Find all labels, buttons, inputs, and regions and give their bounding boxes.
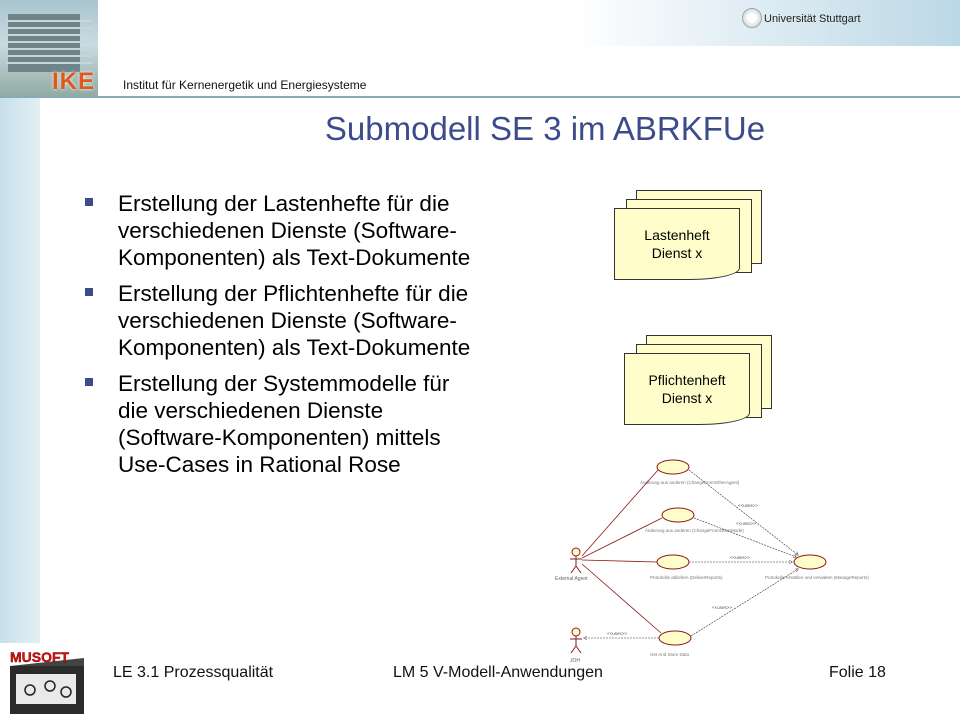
stereotype-label: <<uses>> bbox=[607, 631, 628, 636]
use-case-label: Änderung aus anderen (ChangeFromOtherAgent) bbox=[640, 480, 740, 485]
use-case-label: Änderung aus anderen (ChangeFromOtherMode) bbox=[645, 528, 744, 533]
footer-course: LE 3.1 Prozessqualität bbox=[113, 664, 274, 681]
use-case-label: Get And Store Data bbox=[650, 652, 690, 657]
left-accent-strip bbox=[0, 98, 40, 643]
footer-module: LM 5 V-Modell-Anwendungen bbox=[393, 664, 603, 681]
document-label-line2: Dienst x bbox=[651, 245, 703, 261]
actor-figure-icon bbox=[570, 548, 582, 573]
square-bullet-icon bbox=[85, 198, 93, 206]
musoft-logo-text: MUSOFT bbox=[10, 649, 70, 665]
actor-label: JOH bbox=[570, 658, 580, 664]
use-case-ellipse bbox=[662, 508, 694, 522]
bullet-text: Erstellung der Pflichtenhefte für die verschiedenen Dienste (Software-Komponenten) als Text-Dokumente bbox=[118, 281, 471, 360]
use-case-diagram bbox=[540, 452, 870, 667]
use-case-ellipse bbox=[657, 460, 689, 474]
lastenheft-document-stack bbox=[614, 190, 764, 290]
musoft-logo bbox=[4, 648, 90, 716]
institute-name: Institut für Kernenergetik und Energiesysteme bbox=[123, 78, 367, 92]
pflichtenheft-document-stack bbox=[624, 335, 774, 435]
document-page-front bbox=[614, 208, 740, 280]
university-name: Universität Stuttgart bbox=[764, 13, 861, 25]
stereotype-label: <<uses>> bbox=[730, 555, 751, 560]
header-rule bbox=[0, 96, 960, 98]
use-case-ellipse bbox=[659, 631, 691, 645]
bullet-list bbox=[85, 190, 485, 487]
square-bullet-icon bbox=[85, 288, 93, 296]
square-bullet-icon bbox=[85, 378, 93, 386]
ike-logo: IKE bbox=[52, 68, 96, 95]
bullet-text: Erstellung der Lastenhefte für die verschiedenen Dienste (Software-Komponenten) als Text-Dokumente bbox=[118, 191, 471, 270]
slide-title: Submodell SE 3 im ABRKFUe bbox=[324, 110, 766, 147]
document-label-line1: Lastenheft bbox=[644, 227, 710, 243]
stereotype-label: <<uses>> bbox=[738, 503, 759, 508]
use-case-ellipse bbox=[657, 555, 689, 569]
actor-figure-icon bbox=[570, 628, 582, 653]
bullet-item bbox=[85, 280, 485, 361]
university-seal-icon bbox=[742, 8, 762, 28]
actor-label: External Agent bbox=[555, 576, 588, 582]
footer-slide-number: Folie 18 bbox=[829, 664, 886, 681]
bullet-item bbox=[85, 190, 485, 271]
use-case-ellipse bbox=[794, 555, 826, 569]
document-page-front bbox=[624, 353, 750, 425]
stereotype-label: <<uses>> bbox=[736, 521, 757, 526]
association-line bbox=[582, 518, 662, 558]
association-line bbox=[582, 560, 657, 562]
bullet-text: Erstellung der Systemmodelle für die verschiedenen Dienste (Software-Komponenten) mittels Use-Cases in Rational Rose bbox=[118, 371, 450, 477]
document-label-line1: Pflichtenheft bbox=[648, 372, 726, 388]
association-line bbox=[582, 470, 658, 556]
use-case-label: Protokolle abliefern (DeliverReports) bbox=[650, 575, 723, 580]
stereotype-label: <<uses>> bbox=[712, 605, 733, 610]
document-label-line2: Dienst x bbox=[661, 390, 713, 406]
use-case-label: Protokolle erstellen und verwalten (ManageReports) bbox=[765, 575, 869, 580]
bullet-item bbox=[85, 370, 485, 478]
